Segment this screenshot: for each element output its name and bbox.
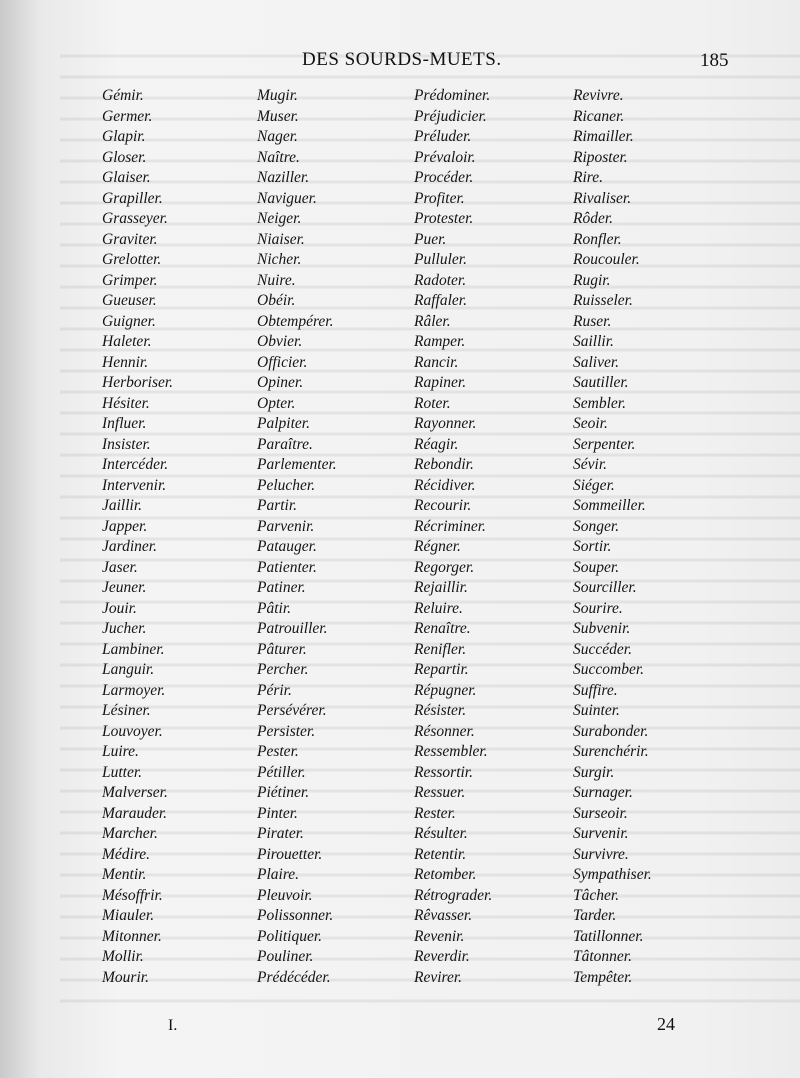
verb-entry: Retomber. [414,866,477,883]
verb-entry: Préluder. [414,128,472,145]
verb-entry: Prédominer. [414,87,491,104]
verb-entry: Rétrograder. [414,886,493,904]
verb-entry: Subvenir. [573,620,631,637]
verb-entry: Riposter. [573,148,628,166]
verb-entry: Pelucher. [257,476,316,494]
verb-entry: Naître. [257,148,300,166]
verb-entry: Pirater. [257,825,304,842]
verb-entry: Intervenir. [102,476,167,494]
verb-entry: Repartir. [414,661,469,678]
verb-entry: Plaire. [257,866,300,883]
verb-entry: Mugir. [257,87,298,104]
verb-entry: Gloser. [102,148,147,166]
verb-entry: Rimailler. [573,128,634,145]
verb-entry: Retentir. [414,845,467,863]
verb-entry: Officier. [257,353,308,371]
verb-entry: Herboriser. [102,374,174,391]
verb-entry: Ricaner. [573,107,625,125]
verb-entry: Surabonder. [573,722,649,740]
verb-entry: Mésoffrir. [102,886,163,904]
verb-entry: Jaser. [102,558,138,576]
verb-entry: Mourir. [102,968,149,986]
verb-entry: Pirouetter. [257,845,323,863]
verb-entry: Rêvasser. [414,907,473,924]
verb-entry: Pleuvoir. [257,886,313,904]
verb-entry: Persévérer. [257,702,327,719]
verb-entry: Lambiner. [102,640,165,658]
verb-entry: Périr. [257,681,292,699]
verb-entry: Tatillonner. [573,927,644,945]
verb-entry: Marauder. [102,804,168,822]
verb-entry: Luire. [102,743,139,760]
verb-entry: Surnager. [573,784,633,801]
verb-entry: Suinter. [573,702,620,719]
page-title: DES SOURDS-MUETS. [302,49,502,70]
verb-entry: Procéder. [414,169,474,186]
verb-entry: Mitonner. [102,927,162,945]
verb-entry: Marcher. [102,825,158,842]
verb-entry: Glaiser. [102,169,151,186]
verb-entry: Suffire. [573,681,618,699]
verb-entry: Songer. [573,517,620,535]
verb-entry: Haleter. [102,333,152,350]
verb-entry: Surenchérir. [573,743,649,760]
verb-entry: Naziller. [257,169,310,186]
verb-entry: Hésiter. [102,394,150,412]
verb-entry: Siéger. [573,476,615,494]
verb-entry: Pâturer. [257,640,307,658]
verb-entry: Récidiver. [414,476,476,494]
verb-entry: Jouir. [102,599,137,617]
verb-entry: Pinter. [257,804,298,822]
verb-entry: Médire. [102,845,151,863]
verb-entry: Survenir. [573,825,629,842]
verb-entry: Paraître. [257,435,313,453]
verb-entry: Grimper. [102,271,158,289]
verb-entry: Rôder. [573,210,614,227]
verb-entry: Résonner. [414,722,475,740]
verb-entry: Miauler. [102,907,155,924]
verb-entry: Surseoir. [573,804,628,822]
verb-entry: Grasseyer. [102,210,168,227]
verb-entry: Renaître. [414,620,471,637]
verb-entry: Opiner. [257,374,304,391]
verb-entry: Persister. [257,722,316,740]
verb-entry: Rapiner. [414,374,467,391]
verb-entry: Rugir. [573,271,611,289]
verb-entry: Recourir. [414,497,472,514]
verb-entry: Larmoyer. [102,681,166,699]
verb-entry: Saliver. [573,353,620,371]
verb-entry: Languir. [102,661,155,678]
verb-entry: Parlementer. [257,456,337,473]
verb-entry: Ruisseler. [573,292,633,309]
verb-entry: Succomber. [573,661,645,678]
verb-entry: Reluire. [414,599,463,617]
verb-entry: Ressortir. [414,763,473,781]
verb-entry: Roucouler. [573,251,640,268]
verb-entry: Glapir. [102,128,146,145]
verb-entry: Pulluler. [414,251,467,268]
verb-entry: Intercéder. [102,456,169,473]
verb-entry: Japper. [102,517,148,535]
verb-entry: Palpiter. [257,415,310,432]
verb-entry: Roter. [414,394,451,412]
verb-entry: Grapiller. [102,189,163,207]
verb-entry: Neiger. [257,210,302,227]
verb-entry: Rire. [573,169,603,186]
verb-entry: Regorger. [414,558,475,576]
verb-entry: Obtempérer. [257,312,334,330]
verb-entry: Nager. [257,128,298,145]
verb-entry: Germer. [102,107,153,125]
verb-entry: Ressembler. [414,743,488,760]
verb-entry: Piétiner. [257,784,310,801]
verb-entry: Rivaliser. [573,189,632,207]
verb-entry: Protester. [414,210,474,227]
verb-entry: Sourciller. [573,579,637,596]
verb-entry: Louvoyer. [102,722,163,740]
word-column-2 [257,86,337,988]
verb-entry: Pétiller. [257,763,306,781]
verb-entry: Pester. [257,743,299,760]
verb-entry: Sommeiller. [573,497,646,514]
verb-entry: Ronfler. [573,230,622,248]
verb-entry: Tempêter. [573,968,633,986]
verb-entry: Ruser. [573,312,612,330]
verb-entry: Surgir. [573,763,615,781]
verb-entry: Partir. [257,497,298,514]
verb-entry: Récriminer. [414,517,486,535]
verb-entry: Polissonner. [257,907,334,924]
verb-entry: Politiquer. [257,927,323,945]
verb-entry: Profiter. [414,189,465,207]
verb-entry: Saillir. [573,333,614,350]
verb-entry: Nuire. [257,271,296,289]
verb-entry: Jardiner. [102,538,157,555]
verb-entry: Patienter. [257,558,317,576]
verb-entry: Revivre. [573,87,624,104]
verb-entry: Nicher. [257,251,302,268]
verb-entry: Naviguer. [257,189,317,207]
verb-entry: Sortir. [573,538,612,555]
verb-entry: Pâtir. [257,599,292,617]
verb-entry: Renifler. [414,640,467,658]
word-column-3 [414,86,492,988]
verb-entry: Gémir. [102,87,144,104]
verb-entry: Grelotter. [102,251,162,268]
verb-entry: Rancir. [414,353,459,371]
running-head [0,49,800,73]
verb-entry: Rebondir. [414,456,474,473]
verb-entry: Parvenir. [257,517,315,535]
verb-entry: Succéder. [573,640,632,658]
verb-entry: Reverdir. [414,948,470,965]
verb-entry: Survivre. [573,845,629,863]
verb-entry: Hennir. [102,353,149,371]
verb-entry: Graviter. [102,230,158,248]
verb-entry: Influer. [102,415,147,432]
verb-entry: Pouliner. [257,948,314,965]
verb-entry: Préjudicier. [414,107,487,125]
verb-entry: Niaiser. [257,230,305,248]
verb-entry: Prévaloir. [414,148,476,166]
verb-entry: Prédécéder. [257,968,331,986]
verb-entry: Rester. [414,804,456,822]
verb-entry: Régner. [414,538,461,555]
verb-entry: Obvier. [257,333,303,350]
page-number: 185 [700,50,729,71]
verb-entry: Serpenter. [573,435,636,453]
verb-entry: Râler. [414,312,451,330]
verb-entry: Sourire. [573,599,623,617]
verb-entry: Lésiner. [102,702,151,719]
verb-entry: Souper. [573,558,620,576]
verb-entry: Jaillir. [102,497,143,514]
verb-entry: Mollir. [102,948,144,965]
verb-entry: Percher. [257,661,309,678]
verb-entry: Tâcher. [573,886,620,904]
verb-entry: Malverser. [102,784,168,801]
verb-entry: Jucher. [102,620,147,637]
verb-entry: Sévir. [573,456,608,473]
verb-entry: Ressuer. [414,784,466,801]
verb-entry: Revirer. [414,968,463,986]
verb-entry: Seoir. [573,415,608,432]
verb-entry: Ramper. [414,333,466,350]
verb-entry: Tarder. [573,907,617,924]
verb-entry: Puer. [414,230,447,248]
verb-entry: Gueuser. [102,292,157,309]
verb-entry: Lutter. [102,763,143,781]
verb-entry: Guigner. [102,312,156,330]
verb-entry: Raffaler. [414,292,467,309]
verb-entry: Revenir. [414,927,465,945]
sheet-number: 24 [657,1014,675,1034]
verb-entry: Résister. [414,702,467,719]
verb-entry: Rejaillir. [414,579,468,596]
verb-entry: Radoter. [414,271,467,289]
verb-entry: Sautiller. [573,374,629,391]
verb-entry: Résulter. [414,825,468,842]
verb-entry: Patrouiller. [257,620,328,637]
verb-entry: Rayonner. [414,415,477,432]
word-column-1 [102,86,173,988]
verb-entry: Réagir. [414,435,459,453]
verb-entry: Opter. [257,394,296,412]
verb-entry: Répugner. [414,681,477,699]
signature-mark: I. [168,1017,178,1034]
verb-entry: Insister. [102,435,151,453]
verb-entry: Obéir. [257,292,296,309]
word-column-4 [573,86,652,988]
verb-entry: Tâtonner. [573,948,632,965]
verb-entry: Sympathiser. [573,866,652,883]
verb-entry: Patiner. [257,579,306,596]
verb-entry: Patauger. [257,538,317,555]
verb-entry: Jeuner. [102,579,147,596]
verb-entry: Sembler. [573,394,626,412]
verb-entry: Muser. [257,107,299,125]
verb-entry: Mentir. [102,866,147,883]
